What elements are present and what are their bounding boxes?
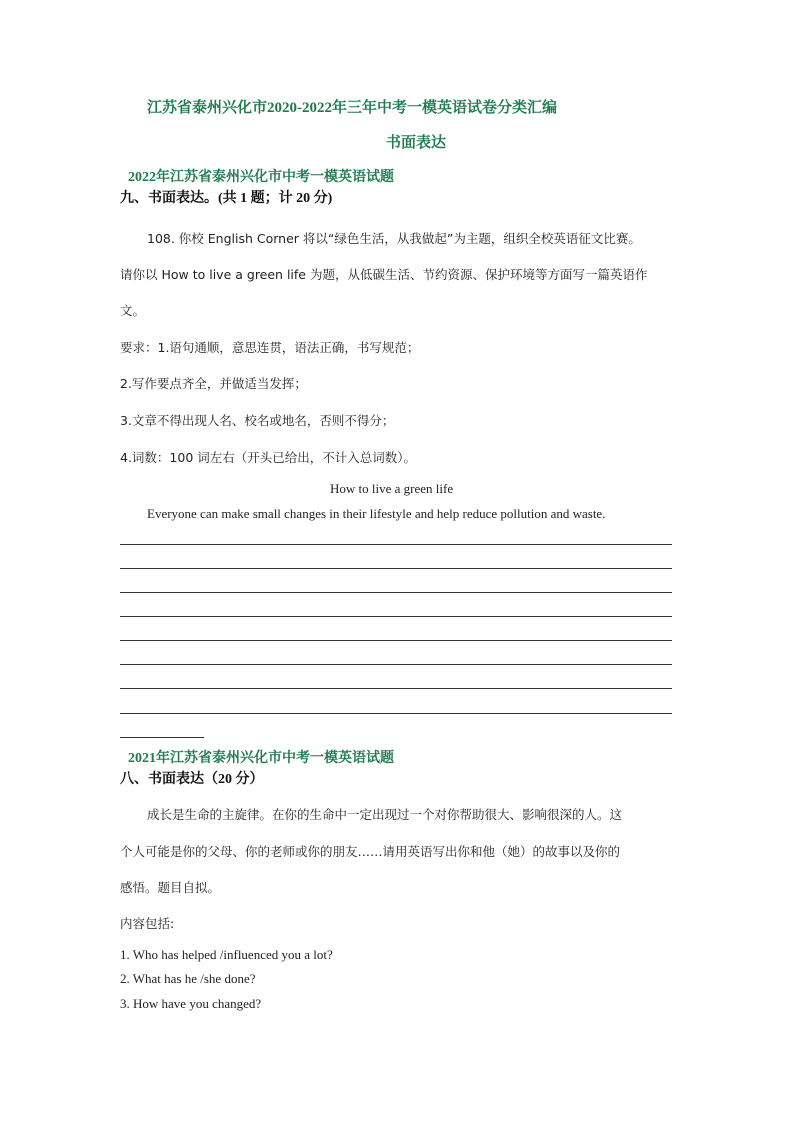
prompt-2021-line2: 个人可能是你的父母、你的老师或你的朋友……请用英语写出你和他（她）的故事以及你的: [120, 844, 621, 859]
writing-line: [120, 688, 672, 689]
contents-label: 内容包括:: [120, 916, 175, 931]
list-item: 2. What has he /she done?: [120, 971, 256, 986]
section-2021-source: 2021年江苏省泰州兴化市中考一模英语试题: [128, 751, 394, 766]
prompt-2022-line2: 请你以 How to live a green life 为题，从低碳生活、节约资源、保护环境等方面写一篇英语作: [120, 267, 648, 282]
writing-line: [120, 544, 672, 545]
sub-title: 书面表达: [386, 135, 447, 151]
prompt-2022-line3: 文。: [120, 303, 146, 318]
section-2021-heading: 八、书面表达（20 分）: [120, 772, 264, 787]
essay-title: How to live a green life: [330, 481, 454, 496]
prompt-2021-line3: 感悟。题目自拟。: [120, 880, 221, 895]
requirement-4: 4.词数：100 词左右（开头已给出，不计入总词数）。: [120, 450, 417, 465]
requirement-2: 2.写作要点齐全，并做适当发挥；: [120, 376, 307, 391]
requirement-1: 要求：1.语句通顺，意思连贯，语法正确，书写规范；: [120, 340, 420, 355]
writing-line: [120, 568, 672, 569]
writing-line: [120, 640, 672, 641]
section-2022-heading: 九、书面表达。(共 1 题；计 20 分): [120, 191, 333, 206]
writing-line: [120, 664, 672, 665]
requirement-3: 3.文章不得出现人名、校名或地名，否则不得分；: [120, 413, 395, 428]
writing-line: [120, 592, 672, 593]
writing-line: [120, 713, 672, 714]
separator-rule: [120, 737, 204, 738]
writing-line: [120, 616, 672, 617]
main-title: 江苏省泰州兴化市2020-2022年三年中考一模英语试卷分类汇编: [147, 100, 557, 116]
essay-opening: Everyone can make small changes in their lifestyle and help reduce pollution and waste.: [147, 506, 606, 521]
section-2022-source: 2022年江苏省泰州兴化市中考一模英语试题: [128, 170, 394, 185]
list-item: 1. Who has helped /influenced you a lot?: [120, 947, 333, 962]
prompt-2021-line1: 成长是生命的主旋律。在你的生命中一定出现过一个对你帮助很大、影响很深的人。这: [147, 807, 623, 822]
prompt-2022-line1: 108. 你校 English Corner 将以“绿色生活，从我做起”为主题，组织全校英语征文比赛。: [147, 231, 641, 246]
list-item: 3. How have you changed?: [120, 996, 262, 1011]
